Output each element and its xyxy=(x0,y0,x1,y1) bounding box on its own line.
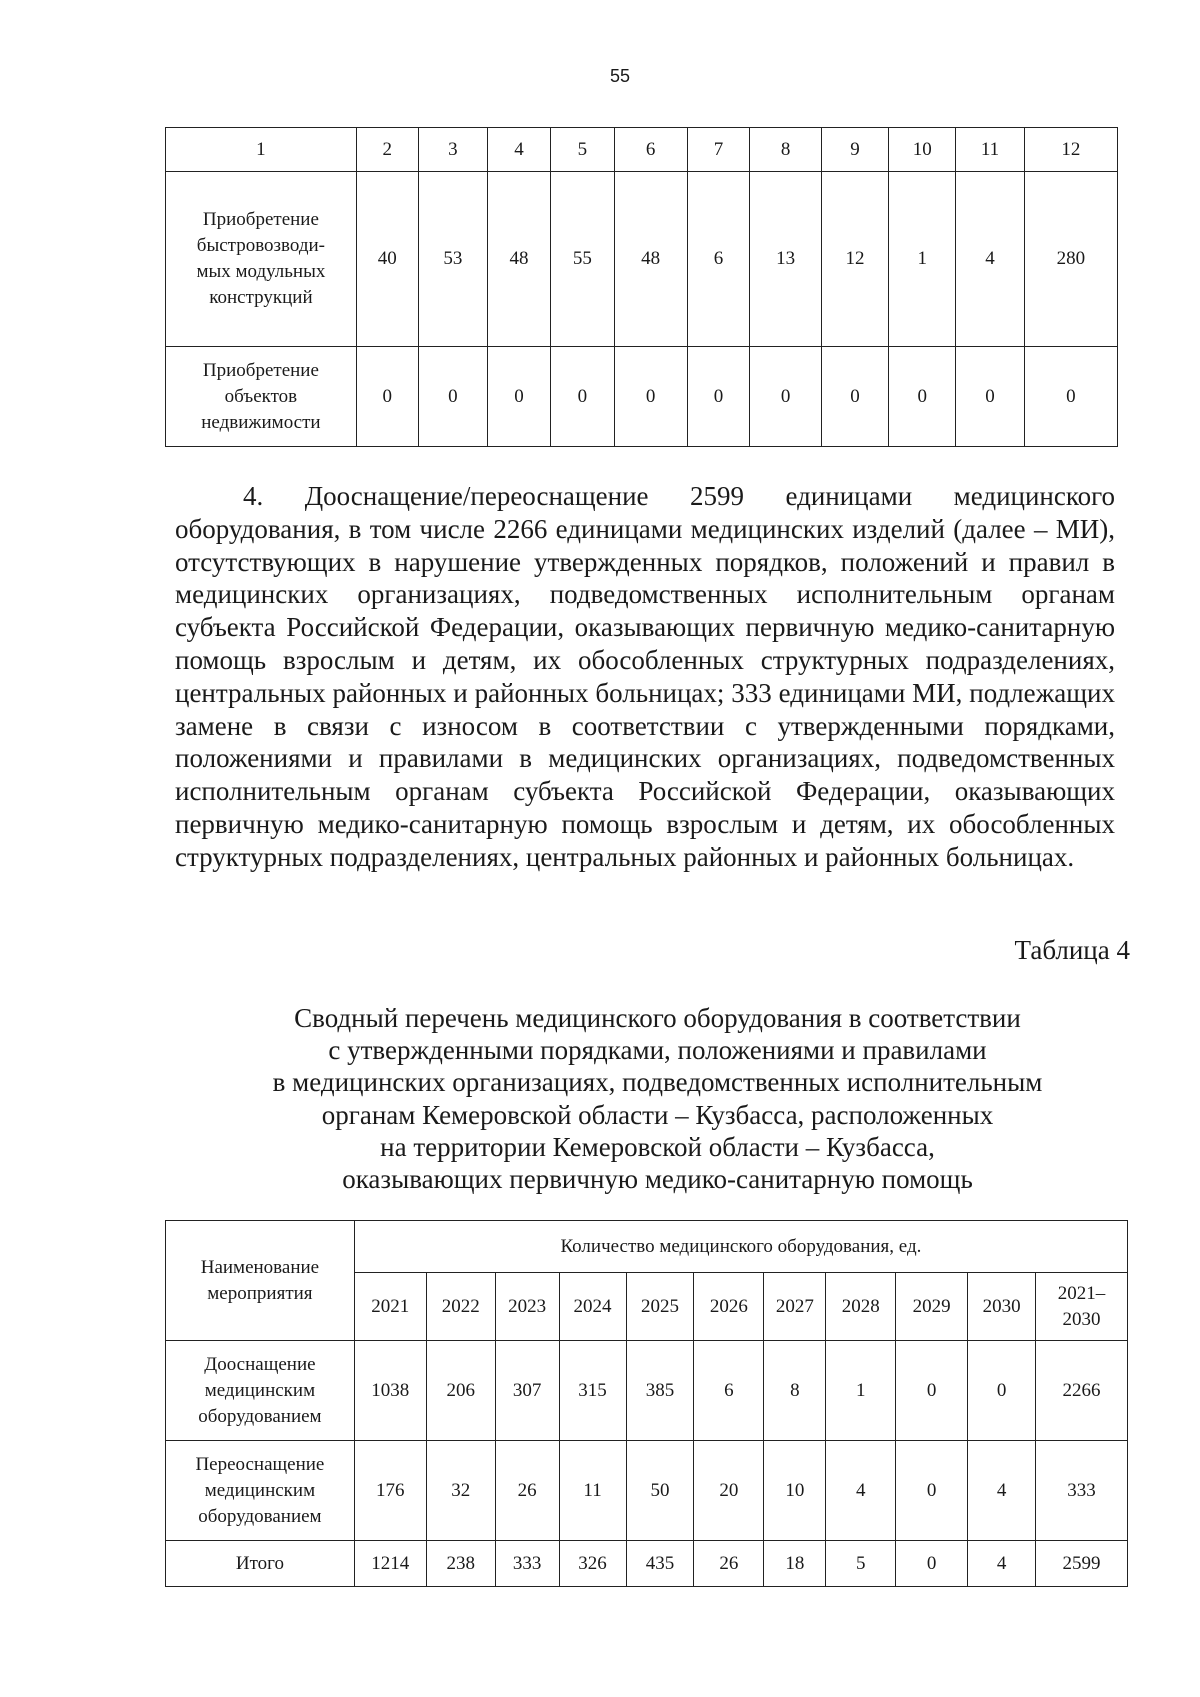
table-cell: 0 xyxy=(418,347,487,447)
table-cell: 13 xyxy=(750,172,822,347)
column-number: 6 xyxy=(614,128,687,172)
table-cell: 0 xyxy=(488,347,551,447)
table-cell: 20 xyxy=(694,1441,764,1541)
table-row xyxy=(166,1341,1128,1441)
table-cell: 0 xyxy=(968,1341,1036,1441)
table-cell: 4 xyxy=(826,1441,896,1541)
table-cell: 0 xyxy=(889,347,956,447)
row-label: Переоснащение медицинским оборудованием xyxy=(166,1441,355,1541)
row-label: Итого xyxy=(166,1541,355,1587)
column-number: 2 xyxy=(356,128,418,172)
table-row xyxy=(166,172,1118,347)
table-cell: 0 xyxy=(896,1441,968,1541)
table-cell: 6 xyxy=(694,1341,764,1441)
table-cell: 8 xyxy=(764,1341,826,1441)
column-number: 5 xyxy=(550,128,614,172)
table-cell: 0 xyxy=(687,347,750,447)
table-cell: 1 xyxy=(889,172,956,347)
year-header: 2025 xyxy=(626,1273,694,1341)
row-label: Приобретение быстровозводи- мых модульных конструкций xyxy=(166,172,357,347)
table-row xyxy=(166,347,1118,447)
name-header: Наименование мероприятия xyxy=(166,1221,355,1341)
group-header: Количество медицинского оборудования, ед. xyxy=(354,1221,1127,1273)
column-number: 7 xyxy=(687,128,750,172)
table-cell: 238 xyxy=(426,1541,495,1587)
table-cell: 32 xyxy=(426,1441,495,1541)
table-cell: 12 xyxy=(821,172,888,347)
table-cell: 0 xyxy=(356,347,418,447)
column-number: 1 xyxy=(166,128,357,172)
table-total-row xyxy=(166,1541,1128,1587)
body-paragraph: 4. Дооснащение/переоснащение 2599 единицами медицинского оборудования, в том числе 2266 единицами медицинских изделий (далее – МИ), отсутствующих в нарушение утвержденных порядков, положений и правил в медицинских организациях, подведомственных исполнительным органам субъекта Российской Федерации, оказывающих первичную медико-санитарную помощь взрослым и детям, их обособленных структурных подразделениях, центральных районных и районных больницах; 333 единицами МИ, подлежащих замене в связи с износом в соответствии с утвержденными порядками, положениями и правилами в медицинских организациях, подведомственных исполнительным органам субъекта Российской Федерации, оказывающих первичную медико-санитарную помощь взрослым и детям, их обособленных структурных подразделениях, центральных районных и районных больницах. xyxy=(175,481,1115,872)
table-cell: 18 xyxy=(764,1541,826,1587)
table-cell: 315 xyxy=(559,1341,626,1441)
column-number: 3 xyxy=(418,128,487,172)
table-cell: 2599 xyxy=(1036,1541,1128,1587)
row-label: Дооснащение медицинским оборудованием xyxy=(166,1341,355,1441)
table-cell: 48 xyxy=(614,172,687,347)
table-cell: 40 xyxy=(356,172,418,347)
table-cell: 176 xyxy=(354,1441,426,1541)
table-cell: 333 xyxy=(1036,1441,1128,1541)
table-cell: 1038 xyxy=(354,1341,426,1441)
table-header-row xyxy=(166,128,1118,172)
table-cell: 206 xyxy=(426,1341,495,1441)
table-cell: 326 xyxy=(559,1541,626,1587)
table-cell: 48 xyxy=(488,172,551,347)
column-number: 4 xyxy=(488,128,551,172)
table-cell: 53 xyxy=(418,172,487,347)
column-number: 10 xyxy=(889,128,956,172)
row-label: Приобретение объектов недвижимости xyxy=(166,347,357,447)
table-cell: 0 xyxy=(1024,347,1117,447)
table-cell: 4 xyxy=(956,172,1024,347)
equipment-acquisition-table xyxy=(165,127,1118,447)
table-cell: 0 xyxy=(896,1541,968,1587)
table-cell: 0 xyxy=(956,347,1024,447)
table-cell: 0 xyxy=(750,347,822,447)
page-number: 55 xyxy=(609,66,631,86)
year-header: 2022 xyxy=(426,1273,495,1341)
table-cell: 307 xyxy=(495,1341,559,1441)
year-header: 2027 xyxy=(764,1273,826,1341)
table-cell: 50 xyxy=(626,1441,694,1541)
equipment-summary-table xyxy=(165,1220,1128,1587)
year-header: 2024 xyxy=(559,1273,626,1341)
table-cell: 1 xyxy=(826,1341,896,1441)
column-number: 9 xyxy=(821,128,888,172)
table-cell: 385 xyxy=(626,1341,694,1441)
table-cell: 6 xyxy=(687,172,750,347)
year-header: 2023 xyxy=(495,1273,559,1341)
table-cell: 435 xyxy=(626,1541,694,1587)
table-row xyxy=(166,1441,1128,1541)
table-cell: 4 xyxy=(968,1441,1036,1541)
table-cell: 2266 xyxy=(1036,1341,1128,1441)
table-cell: 55 xyxy=(550,172,614,347)
year-header: 2021 xyxy=(354,1273,426,1341)
table-cell: 11 xyxy=(559,1441,626,1541)
year-header: 2029 xyxy=(896,1273,968,1341)
column-number: 12 xyxy=(1024,128,1117,172)
table-cell: 0 xyxy=(896,1341,968,1441)
table-cell: 0 xyxy=(821,347,888,447)
table-cell: 0 xyxy=(614,347,687,447)
table-cell: 10 xyxy=(764,1441,826,1541)
table-cell: 26 xyxy=(495,1441,559,1541)
table-cell: 5 xyxy=(826,1541,896,1587)
table-cell: 4 xyxy=(968,1541,1036,1587)
table-cell: 0 xyxy=(550,347,614,447)
year-header: 2026 xyxy=(694,1273,764,1341)
table-cell: 1214 xyxy=(354,1541,426,1587)
year-header: 2030 xyxy=(968,1273,1036,1341)
table-cell: 280 xyxy=(1024,172,1117,347)
table-title: Сводный перечень медицинского оборудования в соответствии с утвержденными порядками, положениями и правилами в медицинских организациях, подведомственных исполнительным органам Кемеровской области – Кузбасса, расположенных на территории Кемеровской области – Кузбасса, оказывающих первичную медико-санитарную помощь xyxy=(272,1003,1043,1195)
total-year-header: 2021– 2030 xyxy=(1036,1273,1128,1341)
table-cell: 26 xyxy=(694,1541,764,1587)
year-header: 2028 xyxy=(826,1273,896,1341)
table-number: Таблица 4 xyxy=(1014,935,1130,965)
column-number: 11 xyxy=(956,128,1024,172)
table-cell: 333 xyxy=(495,1541,559,1587)
column-number: 8 xyxy=(750,128,822,172)
table-header-row xyxy=(166,1221,1128,1273)
